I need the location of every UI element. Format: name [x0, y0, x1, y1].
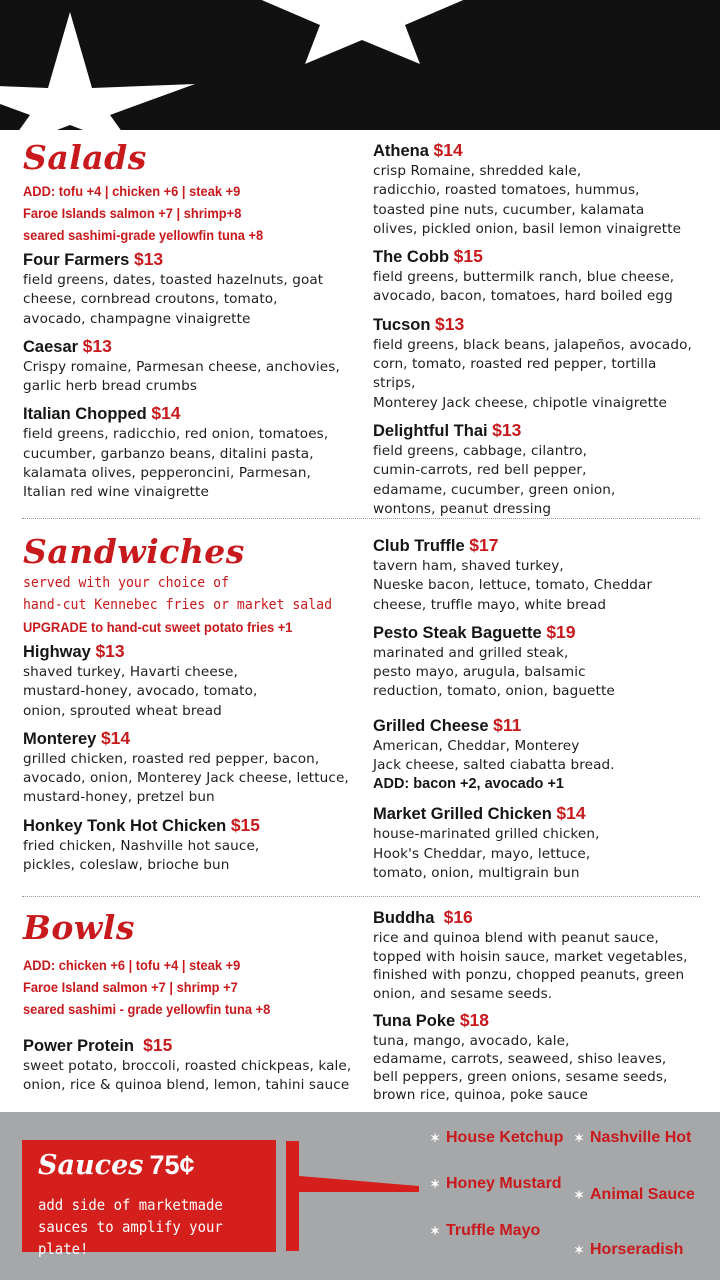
sandwiches-right-column: [373, 534, 703, 883]
item-name: Tucson: [373, 315, 431, 334]
menu-item: [23, 814, 353, 876]
item-price: $17: [469, 535, 499, 555]
sauces-heading: Sauces: [38, 1150, 144, 1181]
menu-item: [373, 621, 703, 702]
section-divider: [22, 896, 700, 897]
item-price: $19: [546, 621, 576, 642]
sauce-list-item: [430, 1128, 566, 1147]
item-description: shaved turkey, Havarti cheese, mustard-honey, avocado, tomato, onion, sprouted wheat bread: [23, 664, 258, 719]
bowls-addons-note: Faroe Island salmon +7 | shrimp +7: [23, 979, 238, 995]
item-description: field greens, buttermilk ranch, blue cheese, avocado, bacon, tomatoes, hard boiled egg: [373, 269, 675, 305]
item-description: field greens, dates, toasted hazelnuts, goat cheese, cornbread croutons, tomato, avocado, champagne vinaigrette: [23, 272, 324, 327]
menu-item: [373, 802, 703, 883]
sauces-price: 75¢: [149, 1150, 195, 1180]
item-description: house-marinated grilled chicken, Hook's Cheddar, mayo, lettuce, tomato, onion, multigrain bun: [373, 826, 600, 881]
sandwiches-left-column: [23, 534, 353, 875]
menu-item: [373, 906, 703, 1003]
item-name: Caesar: [23, 337, 79, 356]
item-name: Monterey: [23, 729, 97, 748]
item-description: rice and quinoa blend with peanut sauce, topped with hoisin sauce, market vegetables, finished with ponzu, chopped peanuts, green onion, and sesame seeds.: [373, 930, 688, 1002]
item-name: Athena: [373, 142, 429, 160]
item-name: Honkey Tonk Hot Chicken: [23, 816, 227, 835]
item-name: Tuna Poke: [373, 1012, 456, 1030]
item-name: Buddha: [373, 909, 435, 927]
sauce-name: Honey Mustard: [446, 1175, 562, 1192]
item-price: $11: [493, 714, 522, 735]
sauces-description: add side of marketmade sauces to amplify your plate!: [38, 1196, 223, 1258]
sauce-list-item: [430, 1221, 566, 1240]
sandwiches-side-note: served with your choice of: [23, 575, 230, 591]
item-name: Pesto Steak Baguette: [373, 623, 542, 642]
item-description: sweet potato, broccoli, roasted chickpeas, kale, onion, rice & quinoa blend, lemon, tahini sauce: [23, 1058, 352, 1094]
menu-item: [23, 727, 353, 808]
sauces-sign: [22, 1140, 276, 1258]
star-bullet-icon: ✶: [574, 1131, 585, 1145]
bowls-heading: Bowls: [23, 908, 135, 947]
star-bullet-icon: ✶: [574, 1188, 585, 1202]
item-price: $16: [443, 907, 473, 927]
sauce-name: Animal Sauce: [590, 1186, 695, 1203]
sauce-list-item: [574, 1185, 710, 1204]
item-price: $13: [95, 641, 125, 661]
item-price: $14: [433, 140, 463, 160]
star-bullet-icon: ✶: [430, 1177, 441, 1191]
menu-item: [373, 139, 703, 239]
item-name: Club Truffle: [373, 537, 465, 555]
bowls-addons-note: ADD: chicken +6 | tofu +4 | steak +9: [23, 957, 241, 973]
salads-right-column: [373, 139, 703, 519]
menu-item: [373, 245, 703, 307]
item-price: $13: [133, 249, 164, 269]
sandwiches-heading: Sandwiches: [23, 532, 245, 571]
item-addon-note: ADD: bacon +2, avocado +1: [373, 776, 564, 793]
star-bullet-icon: ✶: [430, 1224, 441, 1238]
item-description: tavern ham, shaved turkey, Nueske bacon, lettuce, tomato, Cheddar cheese, truffle mayo, white bread: [373, 558, 653, 613]
item-price: $14: [556, 803, 586, 824]
item-name: The Cobb: [373, 248, 450, 267]
item-name: Power Protein: [23, 1037, 134, 1055]
item-name: Market Grilled Chicken: [373, 805, 552, 824]
salads-addons-note: Faroe Islands salmon +7 | shrimp+8: [23, 205, 242, 221]
menu-item: [23, 1034, 353, 1096]
sauce-list-item: [574, 1240, 710, 1259]
item-name: Highway: [23, 643, 91, 661]
menu-item: [23, 402, 353, 502]
menu-item: [373, 313, 703, 413]
star-bullet-icon: ✶: [430, 1131, 441, 1145]
item-price: $13: [492, 419, 522, 440]
sandwiches-side-note: hand-cut Kennebec fries or market salad: [23, 597, 333, 613]
sauce-name: Truffle Mayo: [446, 1222, 541, 1239]
salads-addons-note: ADD: tofu +4 | chicken +6 | steak +9: [23, 183, 241, 199]
menu-item: [373, 534, 703, 615]
sign-pole: [286, 1141, 299, 1251]
item-price: $15: [143, 1035, 173, 1055]
item-description: fried chicken, Nashville hot sauce, pickles, coleslaw, brioche bun: [23, 837, 260, 874]
menu-item: [23, 640, 353, 721]
item-name: Grilled Cheese: [373, 716, 489, 735]
item-price: $15: [453, 246, 483, 267]
item-description: grilled chicken, roasted red pepper, bacon, avocado, onion, Monterey Jack cheese, lettuce, mustard-honey, pretzel bun: [23, 750, 349, 806]
item-description: tuna, mango, avocado, kale, edamame, carrots, seaweed, shiso leaves, bell peppers, green onions, sesame seeds, brown rice, quinoa, poke sauce: [373, 1033, 668, 1103]
sauce-name: House Ketchup: [446, 1129, 564, 1146]
bowls-addons-note: seared sashimi - grade yellowfin tuna +8: [23, 1001, 271, 1017]
section-divider: [22, 518, 700, 519]
item-description: marinated and grilled steak, pesto mayo, arugula, balsamic reduction, tomato, onion, baguette: [373, 644, 615, 700]
salads-heading: Salads: [23, 138, 147, 177]
menu-item: [23, 248, 353, 329]
menu-item: [373, 714, 703, 795]
item-description: field greens, radicchio, red onion, tomatoes, cucumber, garbanzo beans, ditalini pasta, kalamata olives, pepperoncini, Parmesan, Italian red wine vinaigrette: [23, 426, 329, 501]
star-bullet-icon: ✶: [574, 1243, 585, 1257]
pennant-icon: [299, 1176, 419, 1216]
item-price: $13: [435, 313, 465, 334]
item-description: Crispy romaine, Parmesan cheese, anchovies, garlic herb bread crumbs: [23, 358, 340, 395]
item-name: Delightful Thai: [373, 421, 488, 440]
menu-item: [23, 335, 353, 397]
star-decoration-icon: [0, 0, 720, 130]
bowls-left-column: [23, 910, 353, 1096]
item-name: Italian Chopped: [23, 405, 147, 424]
sauce-name: Nashville Hot: [590, 1129, 692, 1146]
item-price: $13: [82, 335, 112, 356]
item-description: field greens, black beans, jalapeños, avocado, corn, tomato, roasted red pepper, tortilla strips, Monterey Jack cheese, chipotle vinaigrette: [373, 336, 692, 411]
item-description: American, Cheddar, Monterey Jack cheese, salted ciabatta bread.: [373, 737, 615, 774]
sandwiches-upgrade-note: UPGRADE to hand-cut sweet potato fries +1: [23, 619, 293, 635]
menu-item: [373, 1009, 703, 1104]
item-price: $14: [100, 727, 131, 748]
item-price: $15: [230, 814, 261, 835]
salads-addons-note: seared sashimi-grade yellowfin tuna +8: [23, 227, 264, 243]
bowls-right-column: [373, 906, 703, 1104]
sauce-list-item: [430, 1174, 566, 1193]
sauce-name: Horseradish: [590, 1241, 684, 1258]
item-name: Four Farmers: [23, 251, 130, 269]
menu-item: [373, 419, 703, 519]
item-price: $18: [459, 1010, 490, 1030]
item-description: crisp Romaine, shredded kale, radicchio, roasted tomatoes, hummus, toasted pine nuts, cucumber, kalamata olives, pickled onion, basil lemon vinaigrette: [373, 163, 682, 237]
sauce-list-item: [574, 1128, 710, 1147]
item-price: $14: [151, 403, 181, 424]
salads-left-column: [23, 140, 353, 503]
top-banner: [0, 0, 720, 130]
item-description: field greens, cabbage, cilantro, cumin-carrots, red bell pepper, edamame, cucumber, green onion, wontons, peanut dressing: [373, 442, 616, 517]
